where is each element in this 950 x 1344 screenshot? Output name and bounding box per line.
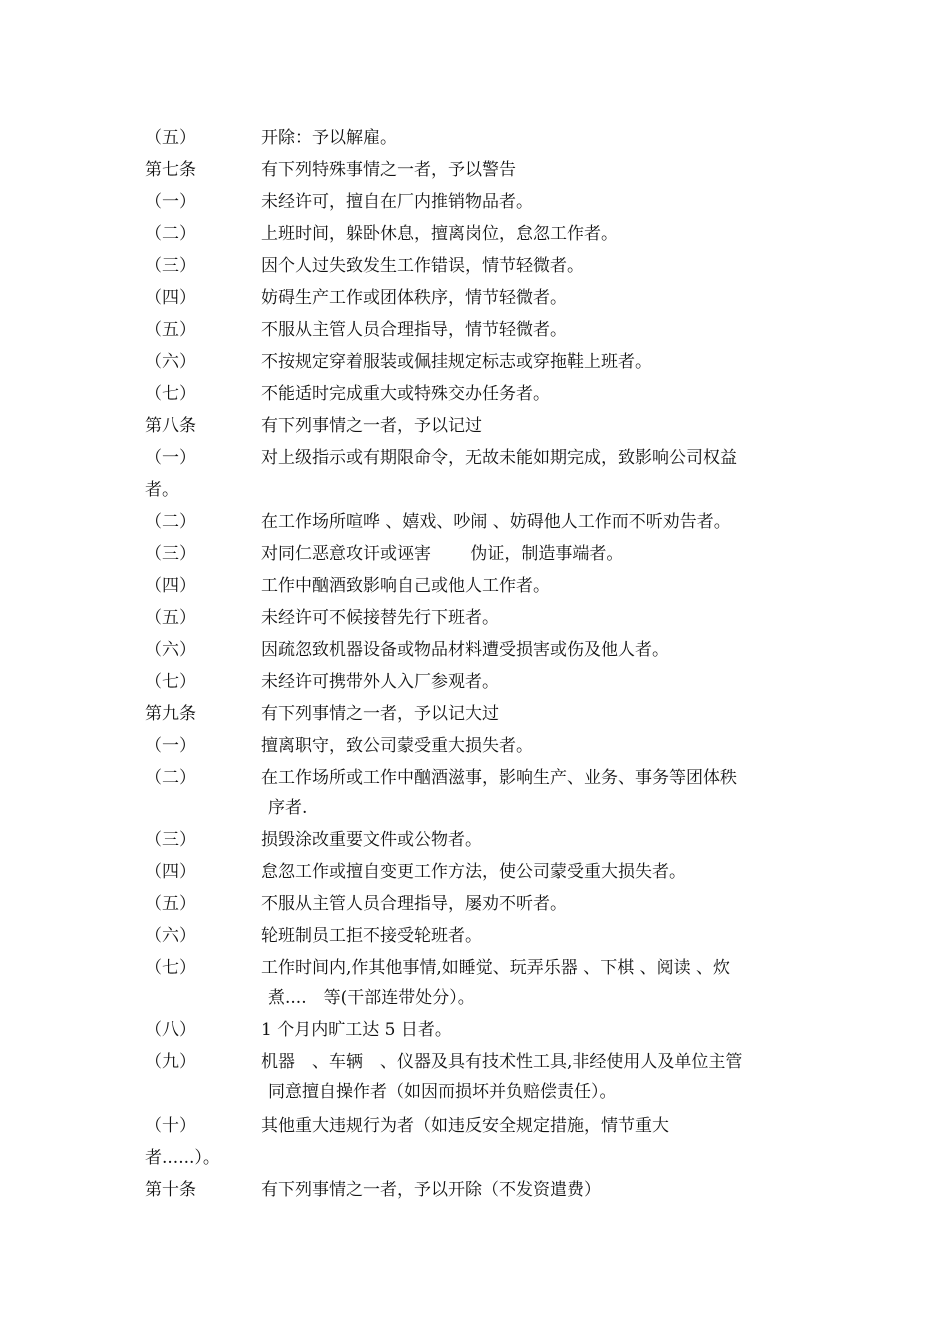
- item-text: 在工作场所喧哗 、嬉戏、吵闹 、妨碍他人工作而不听劝告者。: [261, 512, 731, 532]
- item-text: 不服从主管人员合理指导，情节轻微者。: [261, 320, 567, 340]
- item-text: 不能适时完成重大或特殊交办任务者。: [261, 384, 550, 404]
- item-label: （一）: [145, 736, 196, 756]
- item-text: 轮班制员工拒不接受轮班者。: [261, 926, 482, 946]
- item-text: 不服从主管人员合理指导，屡劝不听者。: [261, 894, 567, 914]
- item-label: （一）: [145, 448, 196, 468]
- item-label: （十）: [145, 1116, 196, 1136]
- item-text: 其他重大违规行为者（如违反安全规定措施，情节重大: [261, 1116, 669, 1136]
- item-text: 擅离职守，致公司蒙受重大损失者。: [261, 736, 533, 756]
- item-label: （八）: [145, 1020, 196, 1040]
- item-text: 因个人过失致发生工作错误，情节轻微者。: [261, 256, 584, 276]
- item-label: （七）: [145, 384, 196, 404]
- item-label: （六）: [145, 640, 196, 660]
- item-text: 未经许可不候接替先行下班者。: [261, 608, 499, 628]
- article-text: 有下列事情之一者，予以记大过: [261, 704, 499, 724]
- item-text: 开除：予以解雇。: [261, 128, 397, 148]
- item-label: （三）: [145, 544, 196, 564]
- article-text: 有下列特殊事情之一者，予以警告: [261, 160, 516, 180]
- item-label: （五）: [145, 128, 196, 148]
- item-text: 损毁涂改重要文件或公物者。: [261, 830, 482, 850]
- item-label: （五）: [145, 894, 196, 914]
- item-text: 未经许可携带外人入厂参观者。: [261, 672, 499, 692]
- item-text: 在工作场所或工作中酗酒滋事，影响生产、业务、事务等团体秩: [261, 768, 737, 788]
- item-text: 因疏忽致机器设备或物品材料遭受损害或伤及他人者。: [261, 640, 669, 660]
- item-text: 不按规定穿着服装或佩挂规定标志或穿拖鞋上班者。: [261, 352, 652, 372]
- item-label: （六）: [145, 352, 196, 372]
- item-text: 1 个月内旷工达 5 日者。: [261, 1020, 452, 1040]
- item-text: 对同仁恶意攻讦或诬害 伪证，制造事端者。: [261, 544, 624, 564]
- item-label: （二）: [145, 512, 196, 532]
- item-label: （六）: [145, 926, 196, 946]
- item-text: 工作中酗酒致影响自己或他人工作者。: [261, 576, 550, 596]
- item-label: （七）: [145, 958, 196, 978]
- article-label: 第八条: [145, 416, 196, 436]
- article-label: 第十条: [145, 1180, 196, 1200]
- item-label: （二）: [145, 768, 196, 788]
- item-text: 上班时间，躲卧休息，擅离岗位，怠忽工作者。: [261, 224, 618, 244]
- item-text: 机器 、车辆 、仪器及具有技术性工具,非经使用人及单位主管: [261, 1052, 743, 1072]
- item-label: （一）: [145, 192, 196, 212]
- item-label: （四）: [145, 862, 196, 882]
- item-label: （三）: [145, 830, 196, 850]
- continuation-text: 煮.... 等(干部连带处分）。: [268, 988, 475, 1008]
- item-label: （五）: [145, 608, 196, 628]
- continuation-text: 序者.: [268, 798, 308, 818]
- continuation-text: 者。: [145, 480, 179, 500]
- item-text: 工作时间内,作其他事情,如睡觉、玩弄乐器 、下棋 、阅读 、炊: [261, 958, 731, 978]
- item-label: （三）: [145, 256, 196, 276]
- item-text: 怠忽工作或擅自变更工作方法，使公司蒙受重大损失者。: [261, 862, 686, 882]
- item-text: 妨碍生产工作或团体秩序，情节轻微者。: [261, 288, 567, 308]
- continuation-text: 者......）。: [145, 1148, 220, 1168]
- item-label: （二）: [145, 224, 196, 244]
- article-text: 有下列事情之一者，予以开除（不发资遣费）: [261, 1180, 601, 1200]
- item-label: （七）: [145, 672, 196, 692]
- item-text: 对上级指示或有期限命令，无故未能如期完成，致影响公司权益: [261, 448, 737, 468]
- item-label: （四）: [145, 288, 196, 308]
- article-label: 第七条: [145, 160, 196, 180]
- item-text: 未经许可，擅自在厂内推销物品者。: [261, 192, 533, 212]
- item-label: （四）: [145, 576, 196, 596]
- article-text: 有下列事情之一者，予以记过: [261, 416, 482, 436]
- item-label: （九）: [145, 1052, 196, 1072]
- article-label: 第九条: [145, 704, 196, 724]
- item-label: （五）: [145, 320, 196, 340]
- continuation-text: 同意擅自操作者（如因而损坏并负赔偿责任）。: [268, 1082, 617, 1102]
